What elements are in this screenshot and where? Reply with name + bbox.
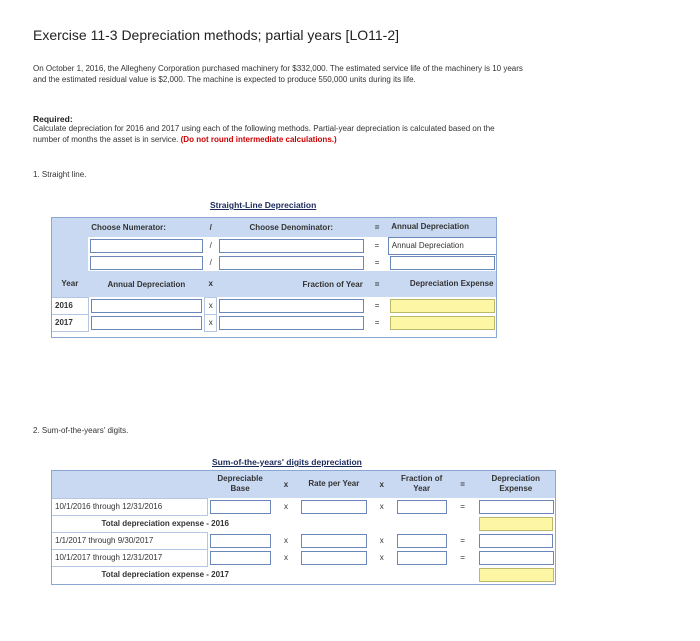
blank-cell bbox=[52, 217, 89, 237]
annual-depreciation-input[interactable] bbox=[390, 256, 494, 270]
part1-label: 1. Straight line. bbox=[33, 170, 87, 179]
times-sign: x bbox=[284, 536, 288, 545]
annual-depreciation-label: Annual Depreciation bbox=[388, 237, 496, 254]
denominator-cell bbox=[217, 237, 366, 254]
equals-sign: = bbox=[374, 222, 380, 232]
annual-depreciation-header: Annual Depreciation bbox=[391, 222, 470, 232]
numerator-cell bbox=[88, 237, 204, 254]
problem-text: On October 1, 2016, the Allegheny Corporation purchased machinery for $332,000. The estimated service life of the machinery is 10 years and the estimated residual value is $2,000. The machine is expected to produce 550,000 units during its life. bbox=[33, 64, 523, 84]
equals-sign: = bbox=[374, 301, 380, 310]
times-sign: x bbox=[379, 479, 384, 489]
required-label: Required: bbox=[33, 114, 73, 124]
blank-cell bbox=[52, 237, 89, 254]
rate-cell bbox=[299, 498, 369, 515]
annual-depreciation-col-header: Annual Depreciation bbox=[107, 279, 186, 289]
syd-caption: Sum-of-the-years' digits depreciation bbox=[212, 457, 362, 467]
rate-per-year-header: Rate per Year bbox=[308, 479, 360, 488]
fraction-cell bbox=[395, 549, 449, 566]
required-text bbox=[33, 124, 523, 145]
required-note: (Do not round intermediate calculations.) bbox=[180, 134, 337, 144]
numerator-input[interactable] bbox=[90, 239, 202, 253]
annual-depreciation-value-cell bbox=[388, 254, 496, 271]
annual-2017-cell bbox=[88, 314, 204, 331]
annual-2017-input[interactable] bbox=[91, 316, 202, 330]
depreciable-base-header: Depreciable Base bbox=[217, 474, 263, 493]
part2-label: 2. Sum-of-the-years' digits. bbox=[33, 426, 129, 435]
blank-cell bbox=[52, 470, 208, 498]
straight-line-table bbox=[51, 217, 497, 332]
numerator-value-input[interactable] bbox=[90, 256, 202, 270]
times-sign: x bbox=[284, 502, 288, 511]
choose-numerator-label: Choose Numerator: bbox=[91, 222, 166, 232]
total-2017-cell bbox=[477, 566, 556, 583]
denominator-input[interactable] bbox=[219, 239, 364, 253]
row-label: 10/1/2016 through 12/31/2016 bbox=[52, 498, 208, 515]
total-2016-label: Total depreciation expense - 2016 bbox=[101, 519, 229, 528]
depreciation-expense-header: Depreciation Expense bbox=[491, 474, 540, 493]
total-2016-cell bbox=[477, 515, 556, 532]
base-cell bbox=[207, 532, 273, 549]
equals-sign: = bbox=[460, 479, 465, 489]
year-header: Year bbox=[61, 279, 79, 289]
expense-2017-input[interactable] bbox=[390, 316, 494, 330]
denominator-value-input[interactable] bbox=[219, 256, 364, 270]
equals-sign: = bbox=[460, 536, 465, 545]
times-sign: x bbox=[284, 553, 288, 562]
slash-sign: / bbox=[209, 258, 212, 267]
base-input[interactable] bbox=[210, 534, 271, 548]
base-input[interactable] bbox=[210, 500, 271, 514]
fraction-2016-input[interactable] bbox=[219, 299, 364, 313]
slash-sign: / bbox=[209, 222, 212, 232]
numerator-value-cell bbox=[88, 254, 204, 271]
fraction-cell bbox=[395, 498, 449, 515]
base-cell bbox=[207, 498, 273, 515]
rate-input[interactable] bbox=[301, 500, 367, 514]
total-2016-input[interactable] bbox=[479, 517, 553, 531]
expense-cell bbox=[477, 549, 556, 566]
required-instructions: Calculate depreciation for 2016 and 2017 using each of the following methods. Partial-year depreciation is calculated based on the number of months the asset is in service. bbox=[33, 124, 495, 144]
expense-input[interactable] bbox=[479, 500, 554, 514]
expense-2016-cell bbox=[388, 297, 496, 314]
times-sign: x bbox=[379, 536, 384, 545]
expense-cell bbox=[477, 532, 556, 549]
total-2017-label: Total depreciation expense - 2017 bbox=[101, 570, 229, 580]
fraction-of-year-header: Fraction of Year bbox=[400, 474, 443, 493]
base-cell bbox=[207, 549, 273, 566]
annual-2016-cell bbox=[88, 297, 204, 314]
rate-cell bbox=[299, 549, 369, 566]
times-sign: x bbox=[379, 502, 384, 511]
fraction-cell bbox=[395, 532, 449, 549]
equals-sign: = bbox=[460, 502, 465, 511]
year-2017-label: 2017 bbox=[52, 314, 89, 331]
times-sign: x bbox=[283, 479, 289, 489]
expense-input[interactable] bbox=[479, 534, 553, 548]
syd-table bbox=[51, 470, 556, 583]
expense-2016-input[interactable] bbox=[390, 299, 494, 313]
year-2016-label: 2016 bbox=[52, 297, 89, 314]
rate-input[interactable] bbox=[301, 551, 367, 565]
straight-line-caption: Straight-Line Depreciation bbox=[210, 200, 317, 210]
times-sign: x bbox=[205, 314, 217, 331]
slash-sign: / bbox=[209, 241, 212, 250]
denominator-value-cell bbox=[217, 254, 366, 271]
rate-input[interactable] bbox=[301, 534, 367, 548]
blank-cell bbox=[52, 254, 89, 271]
fraction-2017-input[interactable] bbox=[219, 316, 364, 330]
fraction-2016-cell bbox=[217, 297, 366, 314]
rate-cell bbox=[299, 532, 369, 549]
fraction-input[interactable] bbox=[397, 500, 447, 514]
times-sign: x bbox=[208, 279, 213, 289]
fraction-input[interactable] bbox=[397, 551, 447, 565]
row-label: 1/1/2017 through 9/30/2017 bbox=[52, 532, 208, 549]
equals-sign: = bbox=[374, 279, 380, 289]
fraction-input[interactable] bbox=[397, 534, 447, 548]
page-title: Exercise 11-3 Depreciation methods; partial years [LO11-2] bbox=[33, 27, 399, 43]
equals-sign: = bbox=[374, 241, 380, 250]
choose-denominator-label: Choose Denominator: bbox=[249, 222, 334, 232]
depreciation-expense-header: Depreciation Expense bbox=[409, 279, 494, 288]
expense-cell bbox=[477, 498, 556, 515]
equals-sign: = bbox=[374, 318, 380, 327]
times-sign: x bbox=[379, 553, 384, 562]
equals-sign: = bbox=[374, 258, 380, 267]
annual-2016-input[interactable] bbox=[91, 299, 202, 313]
fraction-2017-cell bbox=[217, 314, 366, 331]
expense-input[interactable] bbox=[479, 551, 554, 565]
times-sign: x bbox=[205, 297, 217, 314]
expense-2017-cell bbox=[388, 314, 496, 331]
base-input[interactable] bbox=[210, 551, 271, 565]
fraction-of-year-header: Fraction of Year bbox=[302, 279, 363, 289]
total-2017-input[interactable] bbox=[479, 568, 554, 582]
equals-sign: = bbox=[460, 553, 465, 562]
row-label: 10/1/2017 through 12/31/2017 bbox=[52, 549, 208, 566]
